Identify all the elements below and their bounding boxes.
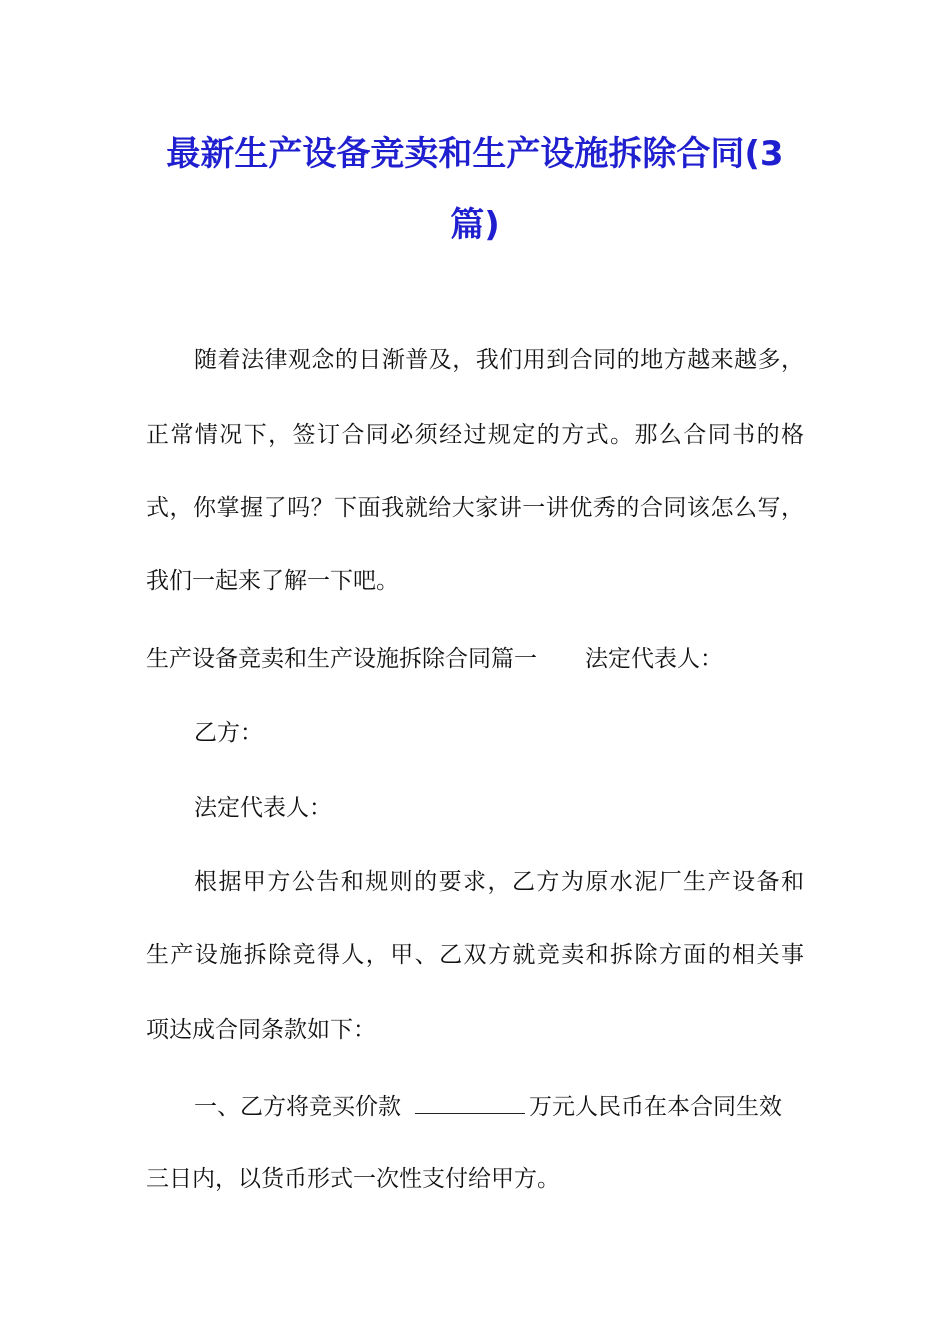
party-b-label: 乙方： [194, 720, 263, 746]
clause-1-prefix: 一、乙方将竞买价款 [194, 1094, 401, 1120]
basis-line-2: 生产设施拆除竞得人，甲、乙双方就竞卖和拆除方面的相关事 [146, 942, 804, 968]
intro-line-1: 随着法律观念的日渐普及，我们用到合同的地方越来越多， [194, 347, 804, 373]
clause-1-line-1 [146, 1095, 804, 1119]
intro-line-3: 式，你掌握了吗？下面我就给大家讲一讲优秀的合同该怎么写， [146, 495, 804, 521]
legal-representative-label-2: 法定代表人： [194, 795, 332, 821]
section-heading-row [146, 648, 804, 671]
document-title-line-2: 篇) [450, 205, 500, 245]
legal-representative-label: 法定代表人： [585, 646, 723, 672]
clause-1-suffix: 万元人民币在本合同生效 [529, 1094, 782, 1120]
clause-1-line-2: 三日内，以货币形式一次性支付给甲方。 [146, 1166, 560, 1192]
intro-line-2: 正常情况下，签订合同必须经过规定的方式。那么合同书的格 [146, 422, 804, 448]
section-heading: 生产设备竞卖和生产设施拆除合同篇一 [146, 646, 537, 672]
basis-line-3: 项达成合同条款如下： [146, 1017, 376, 1043]
price-blank-field [415, 1095, 525, 1114]
intro-line-4: 我们一起来了解一下吧。 [146, 568, 399, 594]
document-title-line-1: 最新生产设备竞卖和生产设施拆除合同(3 [166, 134, 784, 174]
basis-line-1: 根据甲方公告和规则的要求，乙方为原水泥厂生产设备和 [194, 869, 804, 895]
